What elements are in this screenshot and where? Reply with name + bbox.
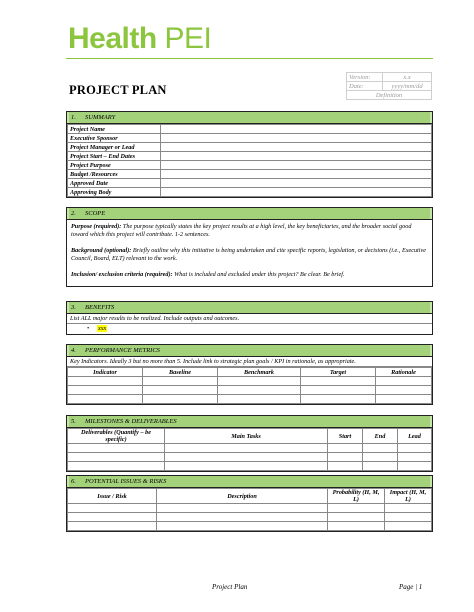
date-value[interactable]: yyyy/mm/dd [383,82,432,91]
background-paragraph[interactable]: Background (optional): Briefly outline why this initiative is being undertaken and cite specific reports, legislation, or decisions (i.e., Executive Council, Board, ELT) relevant to the work. [71,247,426,262]
row-label: Project Start – End Dates [68,152,161,161]
table-row [68,179,432,188]
scope-header: 2. SCOPE [67,208,432,220]
table-header-row [68,368,432,377]
cell[interactable] [68,462,165,471]
footer-title: Project Plan [212,583,248,591]
col-baseline: Baseline [143,368,218,377]
page-title: PROJECT PLAN [69,83,167,97]
benefit-item[interactable]: xxx [98,325,107,332]
col-description: Description [157,489,328,504]
col-impact: Impact (H, M, L) [385,489,432,504]
version-value[interactable]: x.x [383,73,432,82]
table-row [68,134,432,143]
table-header-row [68,489,432,504]
cell[interactable] [328,522,385,531]
row-label: Approved Date [68,179,161,188]
row-label: Project Manager or Lead [68,143,161,152]
col-rationale: Rationale [376,368,432,377]
cell[interactable] [68,395,143,404]
issues-section [66,475,433,532]
cell[interactable] [363,444,398,453]
cell[interactable] [157,522,328,531]
value-cell[interactable] [161,152,432,161]
col-indicator: Indicator [68,368,143,377]
col-benchmark: Benchmark [218,368,301,377]
cell[interactable] [301,377,376,386]
cell[interactable] [165,462,328,471]
cell[interactable] [363,462,398,471]
version-label: Version: [347,73,383,82]
cell[interactable] [218,395,301,404]
cell[interactable] [328,462,363,471]
cell[interactable] [68,453,165,462]
performance-header: 4. PERFORMANCE METRICS [67,345,432,357]
cell[interactable] [68,377,143,386]
row-label: Project Purpose [68,161,161,170]
table-row [68,161,432,170]
summary-table [67,124,432,197]
value-cell[interactable] [161,170,432,179]
cell[interactable] [143,386,218,395]
cell[interactable] [68,504,157,513]
table-row [68,188,432,197]
cell[interactable] [328,504,385,513]
summary-header: 1. SUMMARY [67,112,432,124]
definition-cell[interactable]: Definition [347,91,432,100]
performance-table [67,367,432,404]
performance-section [66,344,433,405]
cell[interactable] [328,453,363,462]
col-issue-risk: Issue / Risk [68,489,157,504]
col-start: Start [328,429,363,444]
health-pei-logo: Health PEI [68,22,212,55]
cell[interactable] [376,377,432,386]
cell[interactable] [157,504,328,513]
cell[interactable] [398,462,432,471]
table-row [68,152,432,161]
benefits-header: 3. BENEFITS [67,302,432,314]
col-deliverables: Deliverables (Quantify – be specific) [68,429,165,444]
cell[interactable] [301,386,376,395]
cell[interactable] [363,453,398,462]
col-end: End [363,429,398,444]
cell[interactable] [68,513,157,522]
table-row [68,395,432,404]
issues-header: 6. POTENTIAL ISSUES & RISKS [67,476,432,488]
summary-section [66,111,433,198]
page-number: Page | 1 [399,583,423,591]
milestones-header: 5. MILESTONES & DELIVERABLES [67,416,432,428]
cell[interactable] [143,395,218,404]
purpose-paragraph[interactable]: Purpose (required): The purpose typically states the key project results at a high level, the key beneficiaries, and the broader social good toward which this project will contribute. 1-2 sentences. [71,223,412,238]
cell[interactable] [398,444,432,453]
cell[interactable] [165,444,328,453]
value-cell[interactable] [161,134,432,143]
row-label: Budget /Resources [68,170,161,179]
cell[interactable] [385,513,432,522]
table-row [68,444,432,453]
cell[interactable] [68,522,157,531]
value-cell[interactable] [161,179,432,188]
cell[interactable] [165,453,328,462]
milestones-section [66,415,433,472]
list-item[interactable] [67,324,432,334]
cell[interactable] [376,386,432,395]
cell[interactable] [376,395,432,404]
table-row [68,453,432,462]
cell[interactable] [157,513,328,522]
col-probability: Probability (H, M, L) [328,489,385,504]
benefits-instruction: List ALL major results to be realized. Include outputs and outcomes. [67,314,432,324]
col-main-tasks: Main Tasks [165,429,328,444]
col-target: Target [301,368,376,377]
milestones-table [67,428,432,471]
header-rule [66,58,433,59]
value-cell[interactable] [161,143,432,152]
col-lead: Lead [398,429,432,444]
table-row [68,125,432,134]
table-row [68,513,432,522]
cell[interactable] [301,395,376,404]
scope-section [66,207,433,287]
table-row [68,377,432,386]
value-cell[interactable] [161,161,432,170]
cell[interactable] [385,522,432,531]
row-label: Project Name [68,125,161,134]
cell[interactable] [68,386,143,395]
row-label: Executive Sponsor [68,134,161,143]
cell[interactable] [398,453,432,462]
table-header-row [68,429,432,444]
issues-table [67,488,432,531]
cell[interactable] [143,377,218,386]
cell[interactable] [68,444,165,453]
table-row [68,462,432,471]
table-row [68,522,432,531]
inclusion-paragraph[interactable]: Inclusion/ exclusion criteria (required): What is included and excluded under this project? Be clear. Be brief. [71,271,345,278]
performance-instruction: Key Indicators. Ideally 3 but no more than 5. Include link to strategic plan goals / KPI in rationale, as appropriate. [67,357,432,367]
table-row [68,386,432,395]
cell[interactable] [328,513,385,522]
cell[interactable] [385,504,432,513]
table-row [68,143,432,152]
benefits-section [66,301,433,335]
bullet-icon: • [87,325,90,332]
version-table [346,72,432,100]
cell[interactable] [328,444,363,453]
table-row [68,170,432,179]
row-label: Approving Body [68,188,161,197]
cell[interactable] [218,377,301,386]
date-label: Date: [347,82,383,91]
cell[interactable] [218,386,301,395]
table-row [68,504,432,513]
value-cell[interactable] [161,188,432,197]
value-cell[interactable] [161,125,432,134]
